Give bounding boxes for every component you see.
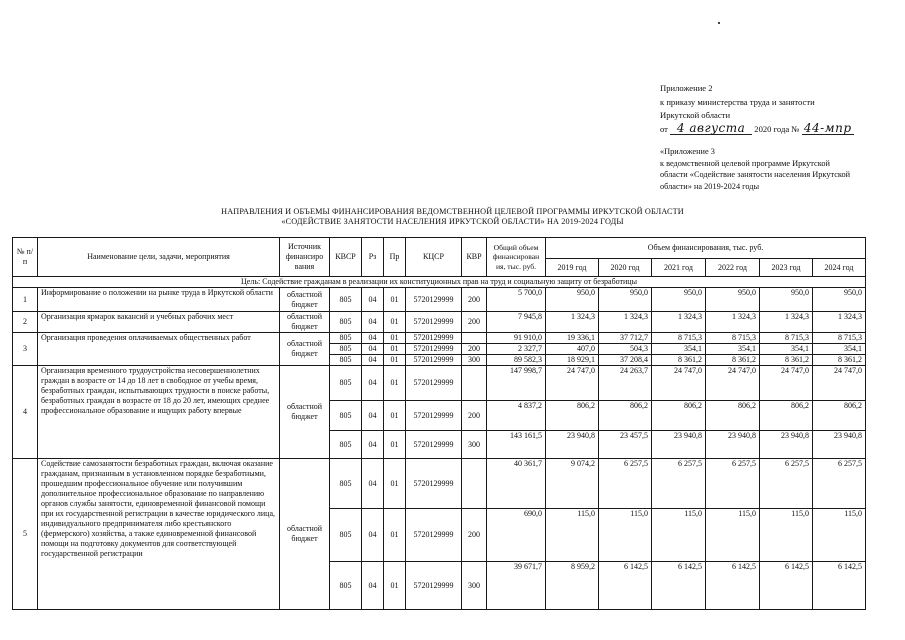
table-row: [13, 366, 866, 401]
kvr-cell: 200: [462, 288, 487, 312]
kvsr-cell: 805: [330, 562, 362, 610]
year-value-cell: 950,0: [813, 288, 866, 312]
kvr-cell: 300: [462, 562, 487, 610]
activity-name: Организация проведения оплачиваемых общественных работ: [38, 333, 280, 366]
kcsr-cell: 5720129999: [406, 366, 462, 401]
header-year: 2022 год: [706, 259, 760, 277]
activity-name: Организация временного трудоустройства несовершеннолетних граждан в возрасте от 14 до 18 лет в свободное от учебы время, безработных граждан, испытывающих трудности в поиске работы, безработных граждан в возрасте от 18 до 20 лет, имеющих среднее профессиональное образование и ищущих работу впервые: [38, 366, 280, 459]
year-value-cell: 6 257,5: [652, 459, 706, 509]
funding-source: областной бюджет: [280, 333, 330, 366]
year-value-cell: 8 959,2: [546, 562, 599, 610]
year-value-cell: 23 940,8: [546, 431, 599, 459]
table-row: [13, 459, 866, 509]
year-value-cell: 8 715,3: [813, 333, 866, 344]
header-year: 2021 год: [652, 259, 706, 277]
header-year: 2020 год: [599, 259, 652, 277]
year-value-cell: 6 142,5: [652, 562, 706, 610]
year-value-cell: 6 142,5: [706, 562, 760, 610]
kcsr-cell: 5720129999: [406, 431, 462, 459]
total-cell: 40 361,7: [487, 459, 546, 509]
total-cell: 7 945,8: [487, 312, 546, 333]
funding-source: областной бюджет: [280, 459, 330, 610]
year-value-cell: 504,3: [599, 344, 652, 355]
year-value-cell: 115,0: [813, 509, 866, 562]
header-kvr: КВР: [462, 238, 487, 277]
row-number: 1: [13, 288, 38, 312]
funding-source: областной бюджет: [280, 312, 330, 333]
year-value-cell: 1 324,3: [546, 312, 599, 333]
goal-row: Цель: Содействие гражданам в реализации их конституционных прав на труд и социальную защиту от безработицы: [13, 277, 866, 288]
year-value-cell: 24 747,0: [546, 366, 599, 401]
header-pr: Пр: [384, 238, 406, 277]
year-value-cell: 115,0: [760, 509, 813, 562]
pr-cell: 01: [384, 562, 406, 610]
kvsr-cell: 805: [330, 401, 362, 431]
year-value-cell: 806,2: [706, 401, 760, 431]
activity-name: Информирование о положении на рынке труда в Иркутской области: [38, 288, 280, 312]
year-value-cell: 24 747,0: [706, 366, 760, 401]
year-value-cell: 1 324,3: [652, 312, 706, 333]
year-value-cell: 950,0: [706, 288, 760, 312]
pr-cell: 01: [384, 333, 406, 344]
year-value-cell: 6 257,5: [599, 459, 652, 509]
funding-source: областной бюджет: [280, 366, 330, 459]
appendix-3-line4: области» на 2019-2024 годы: [660, 181, 760, 191]
row-number: 3: [13, 333, 38, 366]
header-rz: Рз: [362, 238, 384, 277]
year-value-cell: 23 940,8: [652, 431, 706, 459]
pr-cell: 01: [384, 366, 406, 401]
header-year: 2019 год: [546, 259, 599, 277]
year-value-cell: 24 747,0: [652, 366, 706, 401]
kvr-cell: 200: [462, 401, 487, 431]
rz-cell: 04: [362, 509, 384, 562]
funding-source: областной бюджет: [280, 288, 330, 312]
year-value-cell: 354,1: [706, 344, 760, 355]
appendix-3-block: [660, 146, 885, 192]
year-value-cell: 1 324,3: [706, 312, 760, 333]
row-number: 5: [13, 459, 38, 610]
kcsr-cell: 5720129999: [406, 333, 462, 344]
appendix-2-block: [660, 82, 895, 136]
total-cell: 690,0: [487, 509, 546, 562]
kvr-cell: 200: [462, 344, 487, 355]
year-value-cell: 19 336,1: [546, 333, 599, 344]
kvr-cell: [462, 333, 487, 344]
pr-cell: 01: [384, 355, 406, 366]
year-value-cell: 115,0: [652, 509, 706, 562]
header-year: 2024 год: [813, 259, 866, 277]
header-kcsr: КЦСР: [406, 238, 462, 277]
kcsr-cell: 5720129999: [406, 312, 462, 333]
year-label: 2020 года №: [754, 123, 800, 134]
year-value-cell: 8 361,2: [706, 355, 760, 366]
rz-cell: 04: [362, 355, 384, 366]
kvr-cell: 300: [462, 431, 487, 459]
title-line1: НАПРАВЛЕНИЯ И ОБЪЕМЫ ФИНАНСИРОВАНИЯ ВЕДОМСТВЕННОЙ ЦЕЛЕВОЙ ПРОГРАММЫ ИРКУТСКОЙ ОБЛАСТИ: [221, 207, 684, 216]
year-value-cell: 37 208,4: [599, 355, 652, 366]
year-value-cell: 806,2: [546, 401, 599, 431]
appendix-2-line1: Приложение 2: [660, 83, 713, 93]
kvr-cell: [462, 459, 487, 509]
rz-cell: 04: [362, 288, 384, 312]
year-value-cell: 6 257,5: [760, 459, 813, 509]
appendix-3-line2: к ведомственной целевой программе Иркутской: [660, 158, 830, 168]
year-value-cell: 6 142,5: [813, 562, 866, 610]
year-value-cell: 8 715,3: [706, 333, 760, 344]
pr-cell: 01: [384, 344, 406, 355]
kvsr-cell: 805: [330, 366, 362, 401]
total-cell: 91 910,0: [487, 333, 546, 344]
kvsr-cell: 805: [330, 355, 362, 366]
rz-cell: 04: [362, 312, 384, 333]
header-volume: Объем финансирования, тыс. руб.: [546, 238, 866, 259]
rz-cell: 04: [362, 344, 384, 355]
table-row: [13, 333, 866, 344]
rz-cell: 04: [362, 366, 384, 401]
year-value-cell: 8 361,2: [652, 355, 706, 366]
handwritten-date: 4 августа: [670, 123, 752, 135]
appendix-3-line1: «Приложение 3: [660, 147, 715, 156]
year-value-cell: 407,0: [546, 344, 599, 355]
year-value-cell: 18 929,1: [546, 355, 599, 366]
kcsr-cell: 5720129999: [406, 344, 462, 355]
kvr-cell: 300: [462, 355, 487, 366]
scan-dot: [718, 22, 720, 24]
pr-cell: 01: [384, 288, 406, 312]
header-source: Источник финансиро вания: [280, 238, 330, 277]
year-value-cell: 115,0: [599, 509, 652, 562]
year-value-cell: 24 747,0: [760, 366, 813, 401]
kvr-cell: 200: [462, 509, 487, 562]
year-value-cell: 8 361,2: [760, 355, 813, 366]
rz-cell: 04: [362, 562, 384, 610]
appendix-2-line2: к приказу министерства труда и занятости: [660, 96, 815, 107]
kvsr-cell: 805: [330, 288, 362, 312]
kcsr-cell: 5720129999: [406, 288, 462, 312]
total-cell: 39 671,7: [487, 562, 546, 610]
header-kvsr: КВСР: [330, 238, 362, 277]
year-value-cell: 23 940,8: [706, 431, 760, 459]
year-value-cell: 950,0: [760, 288, 813, 312]
document-title: [0, 207, 905, 228]
kcsr-cell: 5720129999: [406, 459, 462, 509]
kvsr-cell: 805: [330, 333, 362, 344]
kcsr-cell: 5720129999: [406, 509, 462, 562]
year-value-cell: 950,0: [546, 288, 599, 312]
year-value-cell: 354,1: [652, 344, 706, 355]
kcsr-cell: 5720129999: [406, 355, 462, 366]
year-value-cell: 6 257,5: [813, 459, 866, 509]
year-value-cell: 8 361,2: [813, 355, 866, 366]
header-name: Наименование цели, задачи, мероприятия: [38, 238, 280, 277]
year-value-cell: 950,0: [652, 288, 706, 312]
year-value-cell: 1 324,3: [813, 312, 866, 333]
pr-cell: 01: [384, 312, 406, 333]
year-value-cell: 806,2: [760, 401, 813, 431]
year-value-cell: 354,1: [813, 344, 866, 355]
header-num: № п/п: [13, 238, 38, 277]
pr-cell: 01: [384, 459, 406, 509]
pr-cell: 01: [384, 509, 406, 562]
year-value-cell: 806,2: [813, 401, 866, 431]
year-value-cell: 6 142,5: [760, 562, 813, 610]
table-row: [13, 288, 866, 312]
pr-cell: 01: [384, 401, 406, 431]
rz-cell: 04: [362, 333, 384, 344]
activity-name: Организация ярмарок вакансий и учебных рабочих мест: [38, 312, 280, 333]
year-value-cell: 23 940,8: [813, 431, 866, 459]
row-number: 4: [13, 366, 38, 459]
year-value-cell: 1 324,3: [599, 312, 652, 333]
year-value-cell: 37 712,7: [599, 333, 652, 344]
kvsr-cell: 805: [330, 509, 362, 562]
from-label: от: [660, 123, 668, 134]
year-value-cell: 115,0: [706, 509, 760, 562]
kvr-cell: [462, 366, 487, 401]
total-cell: 5 700,0: [487, 288, 546, 312]
rz-cell: 04: [362, 431, 384, 459]
handwritten-number: 44-мпр: [802, 123, 854, 135]
appendix-2-date-line: [660, 120, 895, 137]
pr-cell: 01: [384, 431, 406, 459]
kvsr-cell: 805: [330, 312, 362, 333]
year-value-cell: 8 715,3: [652, 333, 706, 344]
header-year: 2023 год: [760, 259, 813, 277]
year-value-cell: 6 142,5: [599, 562, 652, 610]
appendix-2-line3: Иркутской области: [660, 110, 731, 121]
kcsr-cell: 5720129999: [406, 562, 462, 610]
year-value-cell: 6 257,5: [706, 459, 760, 509]
year-value-cell: 354,1: [760, 344, 813, 355]
year-value-cell: 23 940,8: [760, 431, 813, 459]
kvsr-cell: 805: [330, 431, 362, 459]
rz-cell: 04: [362, 459, 384, 509]
year-value-cell: 806,2: [599, 401, 652, 431]
header-total: Общий объем финансирован ия, тыс. руб.: [487, 238, 546, 277]
total-cell: 2 327,7: [487, 344, 546, 355]
activity-name: Содействие самозанятости безработных граждан, включая оказание гражданам, признанным в установленном порядке безработными, прошедшим профессиональное обучение или получившим дополнительное профессиональное образование по направлению органов службы занятости, единовременной финансовой помощи при их государственной регистрации в качестве юридического лица, индивидуального предпринимателя либо крестьянского (фермерского) хозяйства, а также единовременной финансовой помощи на подготовку документов для соответствующей государственной регистрации: [38, 459, 280, 610]
year-value-cell: 806,2: [652, 401, 706, 431]
total-cell: 4 837,2: [487, 401, 546, 431]
year-value-cell: 950,0: [599, 288, 652, 312]
year-value-cell: 24 747,0: [813, 366, 866, 401]
total-cell: 147 998,7: [487, 366, 546, 401]
table-row: [13, 312, 866, 333]
kcsr-cell: 5720129999: [406, 401, 462, 431]
year-value-cell: 1 324,3: [760, 312, 813, 333]
year-value-cell: 115,0: [546, 509, 599, 562]
total-cell: 89 582,3: [487, 355, 546, 366]
financing-table: [12, 237, 866, 610]
year-value-cell: 23 457,5: [599, 431, 652, 459]
row-number: 2: [13, 312, 38, 333]
year-value-cell: 8 715,3: [760, 333, 813, 344]
kvsr-cell: 805: [330, 344, 362, 355]
year-value-cell: 24 263,7: [599, 366, 652, 401]
appendix-3-line3: области «Содействие занятости населения Иркутской: [660, 170, 851, 180]
kvsr-cell: 805: [330, 459, 362, 509]
title-line2: «СОДЕЙСТВИЕ ЗАНЯТОСТИ НАСЕЛЕНИЯ ИРКУТСКОЙ ОБЛАСТИ» НА 2019-2024 ГОДЫ: [281, 217, 624, 227]
total-cell: 143 161,5: [487, 431, 546, 459]
kvr-cell: 200: [462, 312, 487, 333]
year-value-cell: 9 074,2: [546, 459, 599, 509]
rz-cell: 04: [362, 401, 384, 431]
